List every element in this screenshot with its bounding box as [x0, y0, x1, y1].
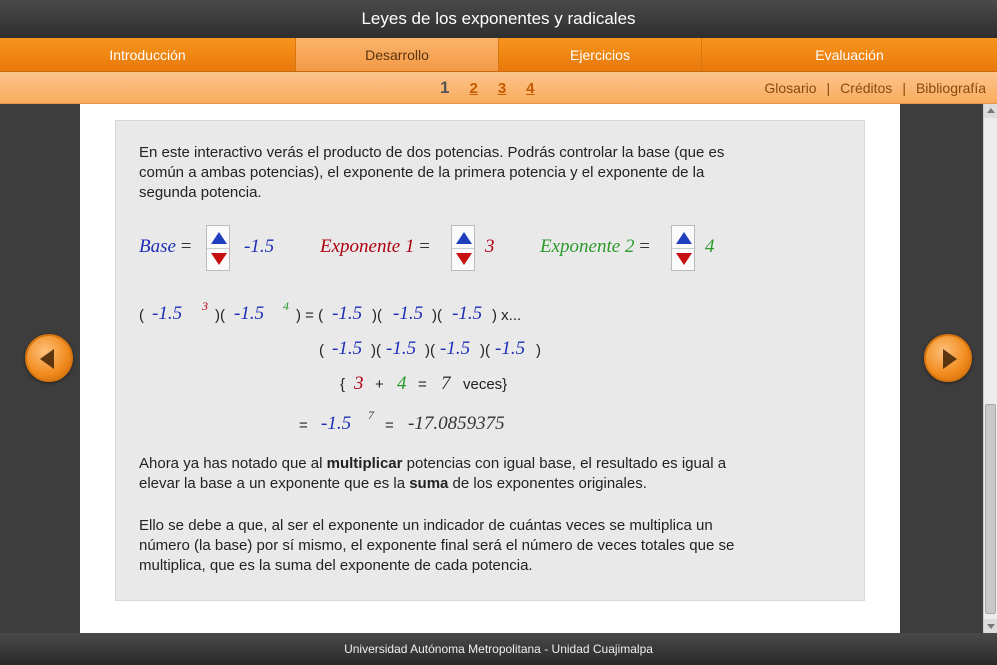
app-title-bar — [0, 0, 997, 38]
exponent1-value: 3 — [485, 236, 495, 257]
paren-pair: )( — [371, 342, 381, 359]
product-exponent-1: 3 — [202, 299, 208, 313]
chevron-left-icon — [40, 349, 54, 369]
base-label: Base = — [139, 236, 192, 257]
equals-sign: = — [418, 376, 427, 393]
scroll-down-icon[interactable] — [984, 619, 997, 633]
paren-close-open: )( — [215, 307, 225, 324]
veces-label: veces} — [463, 376, 508, 393]
explanation-paragraph-1: Ahora ya has notado que al multiplicar potencias con igual base, el resultado es igual a elevar la base a un exponente que es la suma de los exponentes originales. — [139, 455, 727, 492]
paren-open: ( — [139, 307, 144, 324]
sub-navigation-bar — [0, 72, 997, 104]
exponent2-value: 4 — [705, 236, 715, 257]
expansion2-base-b: -1.5 — [386, 338, 417, 359]
scroll-up-icon[interactable] — [984, 104, 997, 118]
expansion-base-a: -1.5 — [332, 303, 363, 324]
times-continuation: ) x... — [492, 307, 522, 324]
app-title: Leyes de los exponentes y radicales — [361, 9, 636, 28]
main-tabs — [0, 38, 997, 72]
triangle-up-icon[interactable] — [456, 232, 472, 244]
scroll-thumb[interactable] — [985, 404, 996, 614]
brace-open: { — [340, 376, 346, 393]
plus-sign: + — [375, 376, 384, 393]
triangle-down-icon[interactable] — [211, 253, 227, 265]
equals-sign: = — [299, 417, 308, 434]
expansion2-base-c: -1.5 — [440, 338, 471, 359]
triangle-down-icon[interactable] — [456, 253, 472, 265]
resource-links — [764, 72, 986, 104]
product-exponent-2: 4 — [283, 299, 289, 313]
glosario-link[interactable]: Glosario — [764, 80, 817, 96]
interactive-panel — [115, 120, 865, 601]
exponent2-label: Exponente 2 = — [540, 236, 650, 257]
expansion2-base-d: -1.5 — [495, 338, 526, 359]
base-value: -1.5 — [244, 236, 275, 257]
expansion-base-b: -1.5 — [393, 303, 424, 324]
tab-ejercicios[interactable]: Ejercicios — [499, 38, 702, 71]
tab-introduccion[interactable]: Introducción — [0, 38, 296, 71]
link-separator: | — [902, 80, 906, 96]
expansion2-base-a: -1.5 — [332, 338, 363, 359]
triangle-up-icon[interactable] — [211, 232, 227, 244]
sum-exponent-1: 3 — [354, 373, 364, 394]
footer — [0, 633, 997, 665]
previous-page-button[interactable] — [25, 334, 73, 382]
creditos-link[interactable]: Créditos — [840, 80, 893, 96]
paren-close: ) — [536, 342, 541, 359]
intro-paragraph: En este interactivo verás el producto de dos potencias. Podrás controlar la base (que es común a ambas potencias), el exponente de la primera potencia y el exponente de la segunda potencia. — [139, 144, 725, 201]
result-exponent: 7 — [368, 408, 374, 422]
page-link-1[interactable]: 1 — [440, 78, 450, 97]
triangle-down-icon[interactable] — [676, 253, 692, 265]
explanation-paragraph-2: Ello se debe a que, al ser el exponente un indicador de cuántas veces se multiplica un número (la base) por sí mismo, el exponente final será el número de veces totales que se multiplica, que es la suma del exponente de cada potencia. — [139, 517, 735, 574]
triangle-up-icon[interactable] — [676, 232, 692, 244]
sum-result: 7 — [441, 373, 451, 394]
equals-open: ) = ( — [296, 307, 324, 324]
paren-pair: )( — [480, 342, 490, 359]
next-page-button[interactable] — [924, 334, 972, 382]
stepper-divider — [452, 248, 474, 249]
product-base-1: -1.5 — [152, 303, 183, 324]
exponent2-stepper[interactable] — [671, 225, 695, 271]
stepper-divider — [207, 248, 229, 249]
exponent1-stepper[interactable] — [451, 225, 475, 271]
equals-sign: = — [385, 417, 394, 434]
tab-desarrollo[interactable]: Desarrollo — [296, 38, 499, 71]
chevron-right-icon — [943, 349, 957, 369]
paren-pair: )( — [425, 342, 435, 359]
page-link-3[interactable]: 3 — [497, 79, 507, 97]
product-base-2: -1.5 — [234, 303, 265, 324]
paren-pair: )( — [372, 307, 382, 324]
content-area — [80, 104, 900, 633]
paren-pair: )( — [432, 307, 442, 324]
footer-text: Universidad Autónoma Metropolitana - Unidad Cuajimalpa — [344, 642, 653, 656]
exponent1-label: Exponente 1 = — [320, 236, 430, 257]
expansion-base-c: -1.5 — [452, 303, 483, 324]
vertical-scrollbar[interactable] — [983, 104, 997, 633]
stepper-divider — [672, 248, 694, 249]
result-base: -1.5 — [321, 413, 352, 434]
result-value: -17.0859375 — [408, 413, 505, 434]
tab-evaluacion[interactable]: Evaluación — [815, 46, 884, 63]
bibliografia-link[interactable]: Bibliografía — [915, 80, 986, 96]
sum-exponent-2: 4 — [397, 373, 407, 394]
link-separator: | — [826, 80, 831, 96]
page-pagination — [440, 72, 535, 104]
page-link-2[interactable]: 2 — [469, 79, 478, 97]
base-stepper[interactable] — [206, 225, 230, 271]
page-link-4[interactable]: 4 — [526, 79, 535, 97]
paren-open: ( — [319, 342, 324, 359]
